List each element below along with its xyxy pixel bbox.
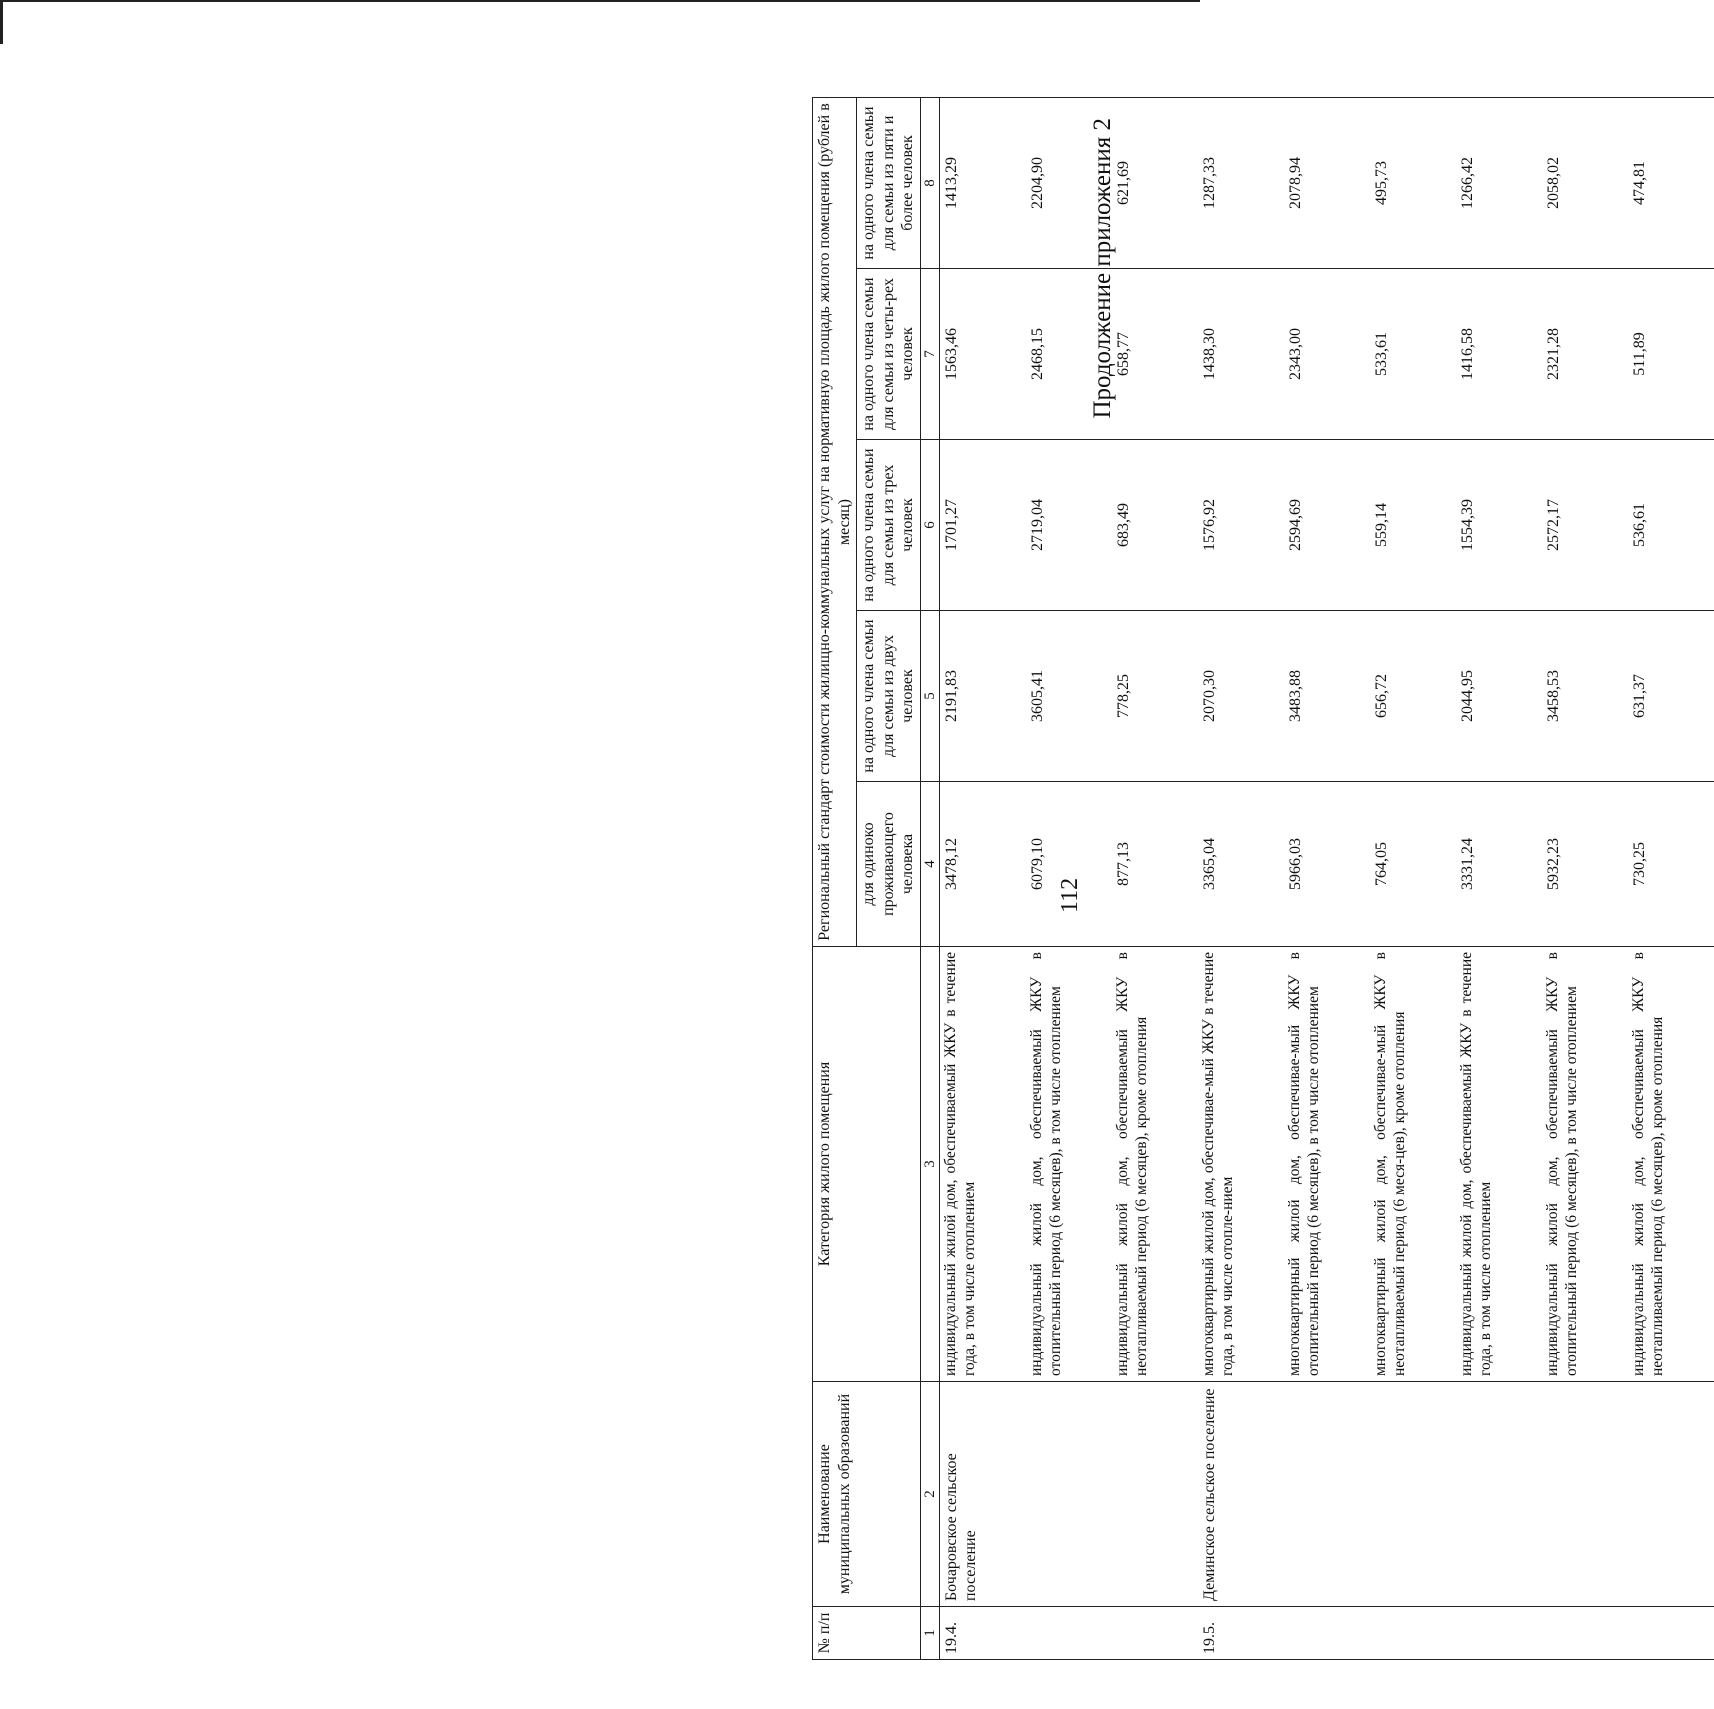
value-cell: 3483,88 — [1284, 611, 1370, 782]
value-cell: 1563,46 — [939, 269, 1026, 440]
value-cell: 2719,04 — [1026, 440, 1112, 611]
header-col6: на одного члена семьи для семьи из трех человек — [857, 440, 921, 611]
value-cell: 2070,30 — [1198, 611, 1284, 782]
value-cell: 2594,69 — [1284, 440, 1370, 611]
value-cell: 3458,53 — [1542, 611, 1628, 782]
column-number: 1 — [920, 1607, 939, 1660]
header-col5: на одного члена семьи для семьи из двух человек — [857, 611, 921, 782]
header-col4: для одиноко проживающего человека — [857, 782, 921, 947]
continuation-label: Продолжение приложения 2 — [1089, 118, 1116, 419]
housing-category: индивидуальный жилой дом, обеспечиваемый ЖКУ в неотапливаемый период (6 месяцев), кроме отопления — [1628, 947, 1714, 1382]
column-number: 8 — [920, 98, 939, 269]
housing-category: многоквартирный жилой дом, обеспечивае-мый ЖКУ в неотапливаемый период (6 меся-цев), кроме отопления — [1370, 947, 1456, 1382]
housing-category: индивидуальный жилой дом, обеспечиваемый ЖКУ в отопительный период (6 месяцев), в том числе отоплением — [1026, 947, 1112, 1382]
row-num: 19.5. — [1198, 1607, 1714, 1660]
tariff-table — [812, 97, 1714, 1660]
value-cell: 1416,58 — [1456, 269, 1542, 440]
value-cell: 730,25 — [1628, 782, 1714, 947]
header-standard-group: Региональный стандарт стоимости жилищно-коммунальных услуг на нормативную площадь жилого помещения (рублей в месяц) — [813, 98, 857, 947]
column-number: 7 — [920, 269, 939, 440]
value-cell: 621,69 — [1112, 98, 1198, 269]
table-row — [1198, 98, 1284, 1660]
value-cell: 536,61 — [1628, 440, 1714, 611]
value-cell: 1701,27 — [939, 440, 1026, 611]
value-cell: 2078,94 — [1284, 98, 1370, 269]
value-cell: 3605,41 — [1026, 611, 1112, 782]
header-col8: на одного члена семьи для семьи из пяти и более человек — [857, 98, 921, 269]
housing-category: многоквартирный жилой дом, обеспечивае-мый ЖКУ в течение года, в том числе отопле-нием — [1198, 947, 1284, 1382]
value-cell: 2191,83 — [939, 611, 1026, 782]
value-cell: 1266,42 — [1456, 98, 1542, 269]
value-cell: 2343,00 — [1284, 269, 1370, 440]
value-cell: 658,77 — [1112, 269, 1198, 440]
value-cell: 2204,90 — [1026, 98, 1112, 269]
header-row-1 — [813, 98, 857, 1660]
housing-category: индивидуальный жилой дом, обеспечиваемый ЖКУ в отопительный период (6 месяцев), в том числе отоплением — [1542, 947, 1628, 1382]
municipality-name: Бочаровское сельское поселение — [939, 1382, 1198, 1607]
value-cell: 656,72 — [1370, 611, 1456, 782]
scan-edge-left — [0, 0, 3, 44]
value-cell: 1438,30 — [1198, 269, 1284, 440]
value-cell: 3331,24 — [1456, 782, 1542, 947]
column-number: 2 — [920, 1382, 939, 1607]
column-number: 5 — [920, 611, 939, 782]
table-row — [939, 98, 1026, 1660]
value-cell: 495,73 — [1370, 98, 1456, 269]
value-cell: 511,89 — [1628, 269, 1714, 440]
value-cell: 5932,23 — [1542, 782, 1628, 947]
value-cell: 778,25 — [1112, 611, 1198, 782]
value-cell: 474,81 — [1628, 98, 1714, 269]
value-cell: 877,13 — [1112, 782, 1198, 947]
value-cell: 1413,29 — [939, 98, 1026, 269]
municipality-name: Деминское сельское поселение — [1198, 1382, 1714, 1607]
value-cell: 2321,28 — [1542, 269, 1628, 440]
value-cell: 631,37 — [1628, 611, 1714, 782]
header-num: № п/п — [813, 1607, 921, 1660]
column-numbers-row — [920, 98, 939, 1660]
value-cell: 559,14 — [1370, 440, 1456, 611]
scan-edge-top — [0, 0, 1200, 2]
header-col7: на одного члена семьи для семьи из четы-рех человек — [857, 269, 921, 440]
housing-category: многоквартирный жилой дом, обеспечивае-мый ЖКУ в отопительный период (6 месяцев), в том числе отоплением — [1284, 947, 1370, 1382]
value-cell: 3478,12 — [939, 782, 1026, 947]
housing-category: индивидуальный жилой дом, обеспечиваемый ЖКУ в течение года, в том числе отоплением — [939, 947, 1026, 1382]
value-cell: 2044,95 — [1456, 611, 1542, 782]
value-cell: 1287,33 — [1198, 98, 1284, 269]
column-number: 3 — [920, 947, 939, 1382]
value-cell: 1554,39 — [1456, 440, 1542, 611]
housing-category: индивидуальный жилой дом, обеспечиваемый ЖКУ в неотапливаемый период (6 месяцев), кроме отопления — [1112, 947, 1198, 1382]
header-municipality: Наименование муниципальных образований — [813, 1382, 921, 1607]
row-num: 19.4. — [939, 1607, 1198, 1660]
value-cell: 2572,17 — [1542, 440, 1628, 611]
value-cell: 2058,02 — [1542, 98, 1628, 269]
value-cell: 3365,04 — [1198, 782, 1284, 947]
value-cell: 533,61 — [1370, 269, 1456, 440]
header-category: Категория жилого помещения — [813, 947, 921, 1382]
value-cell: 1576,92 — [1198, 440, 1284, 611]
value-cell: 2468,15 — [1026, 269, 1112, 440]
column-number: 4 — [920, 782, 939, 947]
housing-category: индивидуальный жилой дом, обеспечиваемый ЖКУ в течение года, в том числе отоплением — [1456, 947, 1542, 1382]
value-cell: 6079,10 — [1026, 782, 1112, 947]
page-number: 112 — [1057, 877, 1083, 913]
rotated-page — [2, 88, 1666, 1688]
column-number: 6 — [920, 440, 939, 611]
value-cell: 764,05 — [1370, 782, 1456, 947]
value-cell: 5966,03 — [1284, 782, 1370, 947]
value-cell: 683,49 — [1112, 440, 1198, 611]
